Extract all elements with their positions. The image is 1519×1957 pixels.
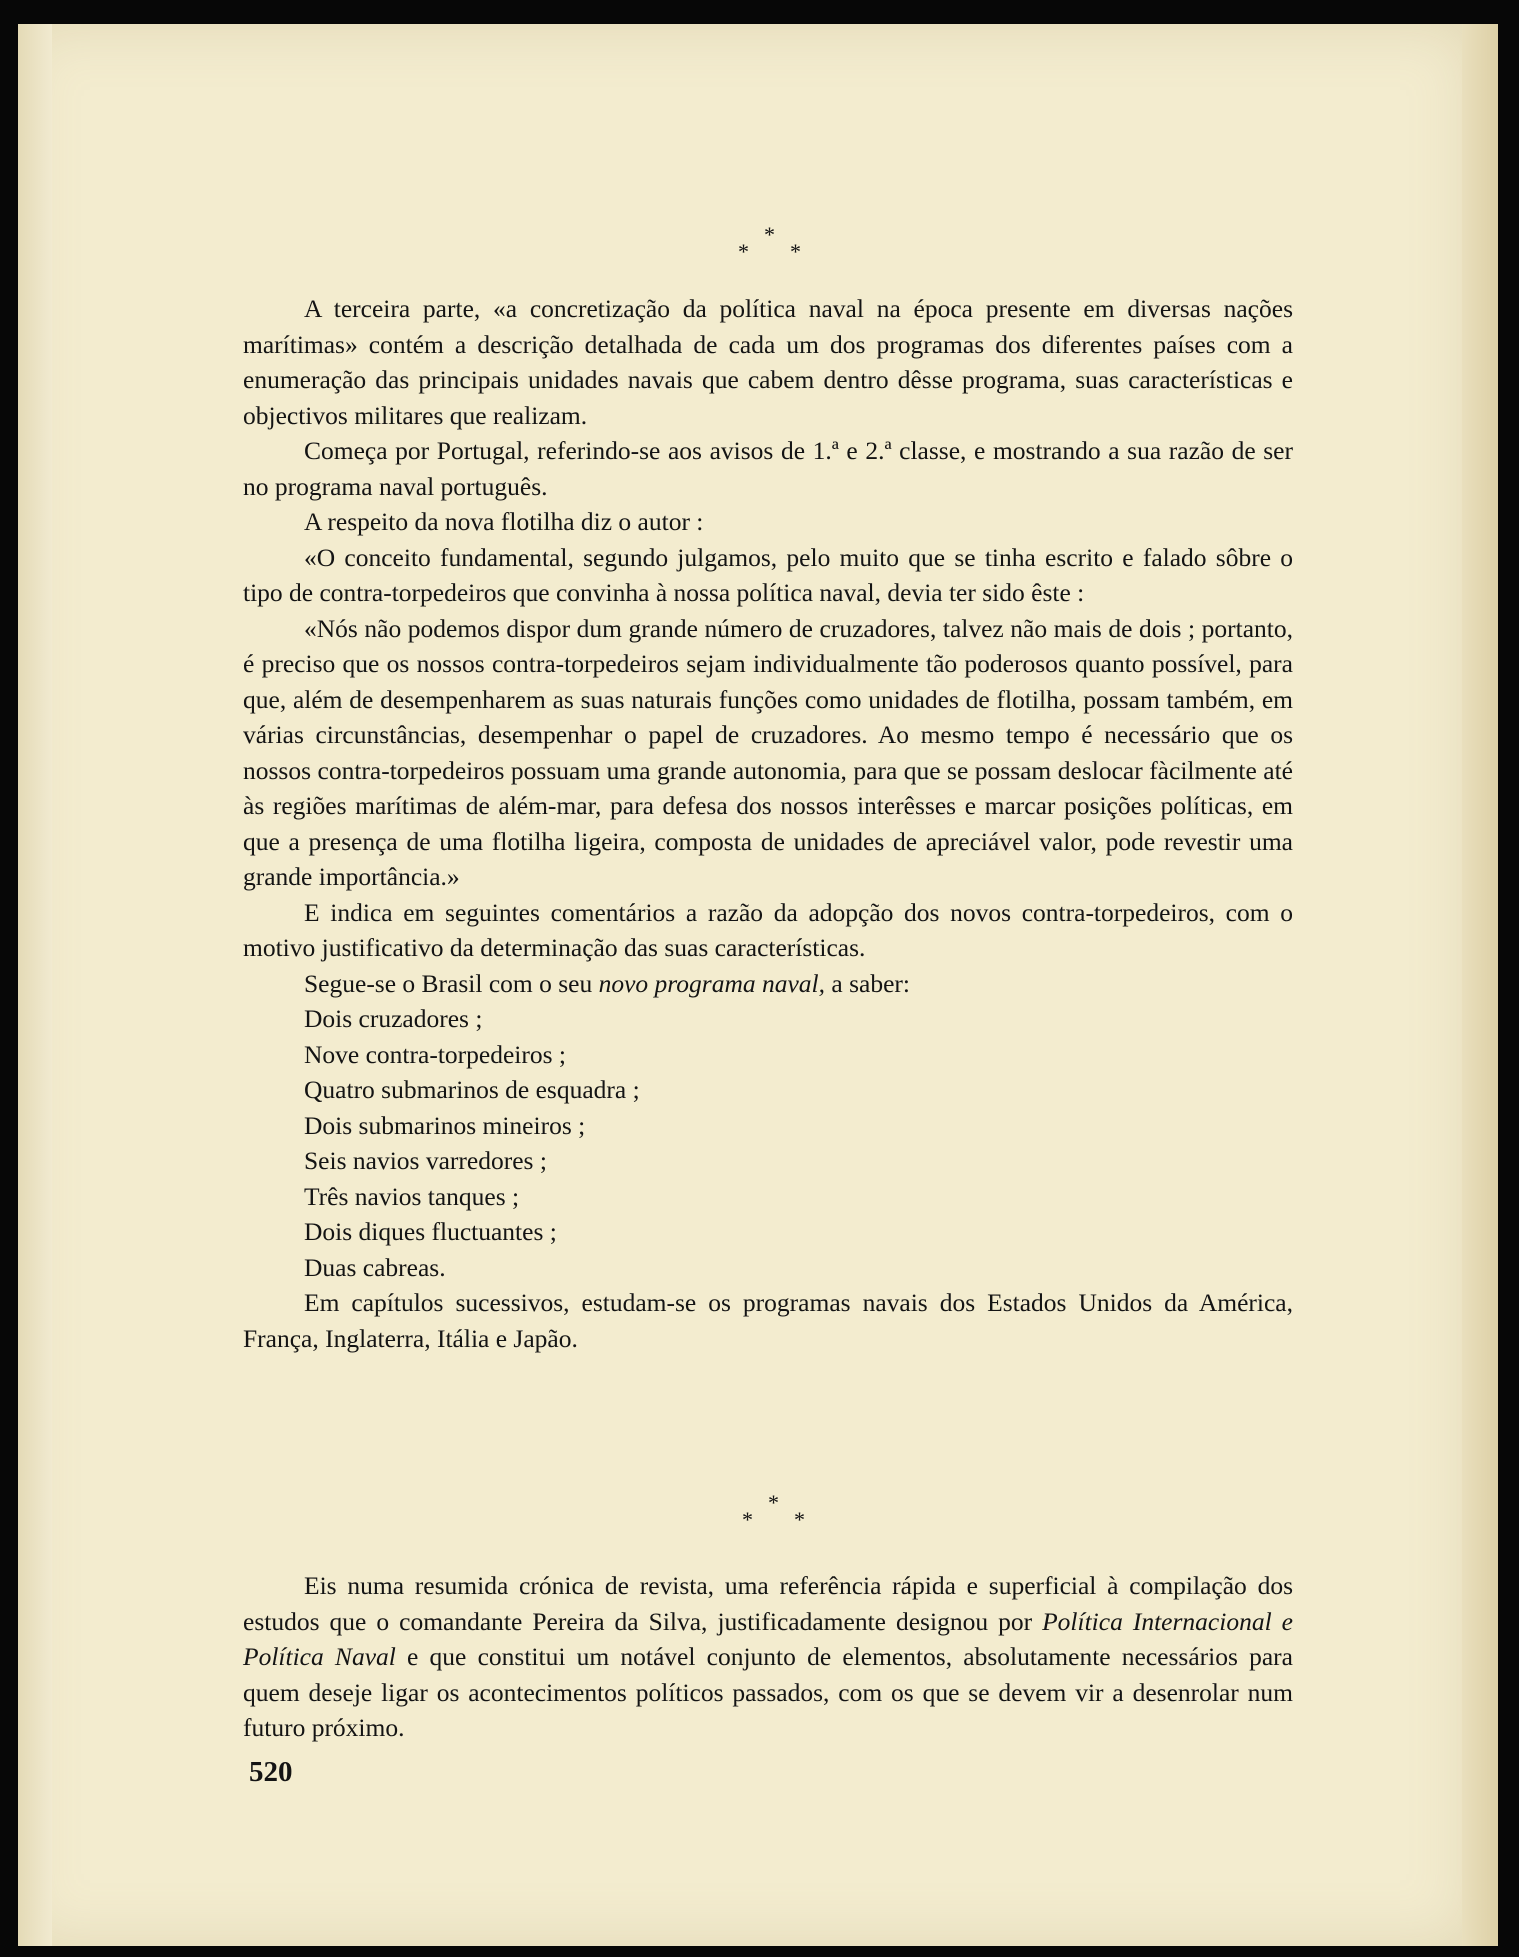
closing-paragraph [243,1568,1293,1746]
body-text [243,291,1293,1356]
asterisk: * [764,222,775,247]
closing-text [243,1568,1293,1746]
page-number: 520 [249,1756,293,1788]
program-item: Dois diques fluctuantes ; [304,1217,557,1246]
asterisk: * [768,1490,779,1515]
book-title: Política Internacional e Política Naval [243,1606,1293,1671]
asterisk: * [790,239,801,264]
paragraph: A terceira parte, «a concretização da política naval na época presente em diversas nações marítimas» contém a descrição detalhada de cada um dos programas dos diferentes países com a enumeração das principais unidades navais que cabem dentro dêsse programa, suas características e objectivos militares que realizam. [243,294,1293,430]
program-item: Duas cabreas. [304,1252,446,1282]
section-separator-bottom [734,1490,814,1530]
quoted-paragraph: «Nós não podemos dispor dum grande número de cruzadores, talvez não mais de dois ; portanto, é preciso que os nossos contra-torpedeiros sejam individualmente tão poderosos quanto possível, para que, além de desempenharem as suas naturais funções como unidades de flotilha, possam também, em várias circunstâncias, desempenhar o papel de cruzadores. Ao mesmo tempo é necessário que os nossos contra-torpedeiros possuam uma grande autonomia, para que se possam deslocar fàcilmente até às regiões marítimas de além-mar, para defesa dos nossos interêsses e marcar posições políticas, em que a presença de uma flotilha ligeira, composta de unidades de apreciável valor, pode revestir uma grande importância.» [243,613,1293,891]
paragraph: A respeito da nova flotilha diz o autor : [304,507,704,536]
asterisk: * [794,1507,805,1532]
closing-text-start: Eis numa resumida crónica de revista, uma referência rápida e superficial à compilação dos estudos que o comandante Pereira da Silva, justificadamente designou por [243,1571,1293,1636]
brasil-intro-text: Segue-se o Brasil com o seu [304,968,599,998]
paragraph: Em capítulos sucessivos, estudam-se os programas navais dos Estados Unidos da América, França, Inglaterra, Itália e Japão. [243,1288,1293,1353]
program-title: novo programa naval, [598,968,826,998]
program-item: Seis navios varredores ; [304,1146,547,1175]
asterisk: * [742,1507,753,1532]
program-item: Nove contra-torpedeiros ; [304,1039,566,1069]
paragraph: E indica em seguintes comentários a razão da adopção dos novos contra-torpedeiros, com o motivo justificativo da determinação das suas características. [243,897,1293,962]
page-left-shadow [18,24,52,1946]
paragraph: Começa por Portugal, referindo-se aos avisos de 1.ª e 2.ª classe, e mostrando a sua razão de ser no programa naval português. [243,436,1293,501]
section-separator-top [728,222,808,262]
paragraph: «O conceito fundamental, segundo julgamos, pelo muito que se tinha escrito e falado sôbre o tipo de contra-torpedeiros que convinha à nossa política naval, devia ter sido êste : [243,542,1293,607]
asterisk: * [738,239,749,264]
closing-text-end: e que constitui um notável conjunto de elementos, absolutamente necessários para quem deseje ligar os acontecimentos políticos passados, com os que se devem vir a desenrolar num futuro próximo. [243,1642,1293,1742]
program-item: Dois submarinos mineiros ; [304,1110,586,1140]
page-right-edge [1462,24,1498,1946]
program-item: Três navios tanques ; [304,1181,520,1211]
brasil-intro-end: a saber: [825,968,910,998]
brasil-intro [243,966,1293,1002]
program-item: Quatro submarinos de esquadra ; [304,1075,640,1104]
program-item: Dois cruzadores ; [304,1004,483,1033]
